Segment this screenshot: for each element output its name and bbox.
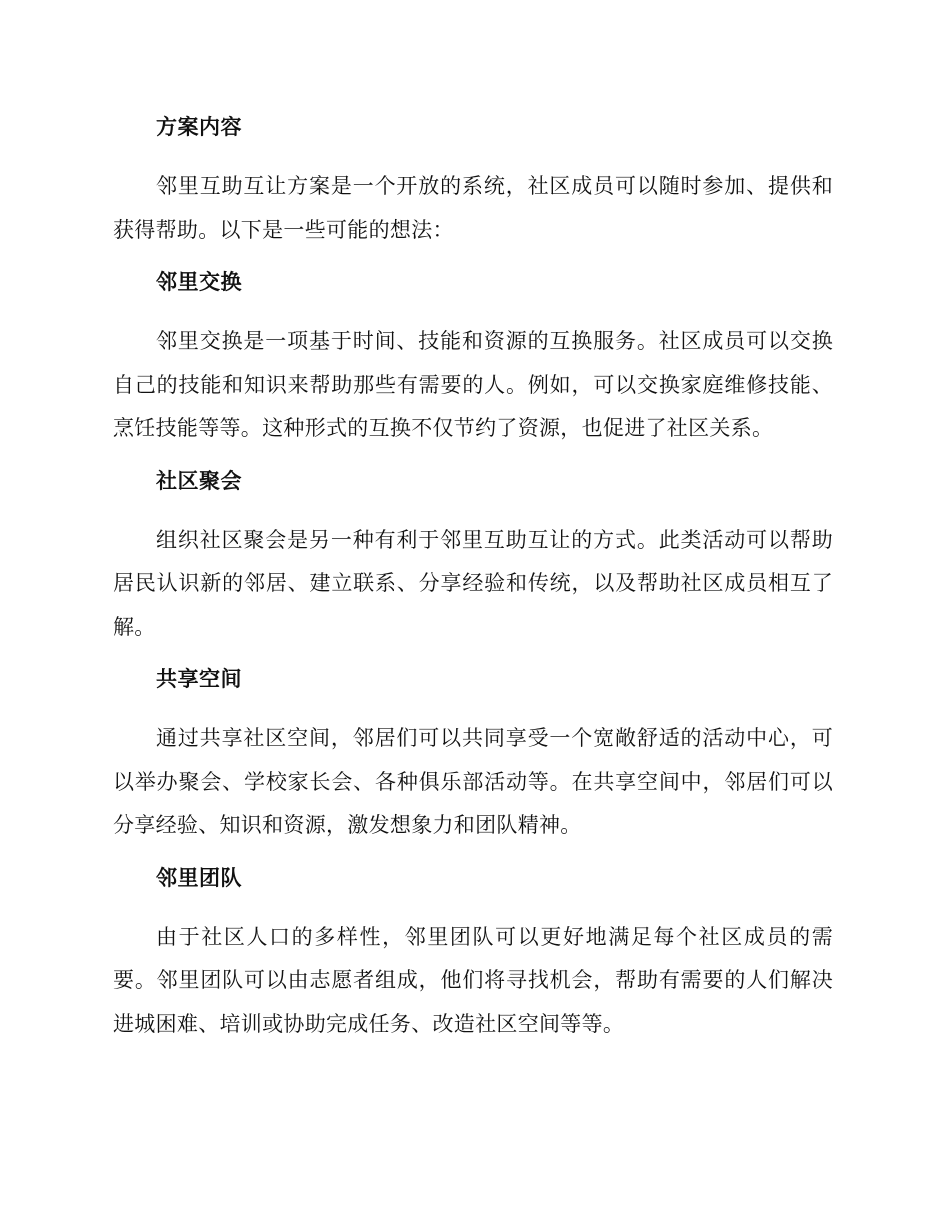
document-content bbox=[113, 111, 833, 1046]
section-shared-space bbox=[113, 663, 833, 862]
section-paragraph: 组织社区聚会是另一种有利于邻里互助互让的方式。此类活动可以帮助居民认识新的邻居、建立联系、分享经验和传统，以及帮助社区成员相互了解。 bbox=[113, 527, 833, 639]
section-heading: 方案内容 bbox=[156, 115, 242, 139]
section-paragraph: 邻里交换是一项基于时间、技能和资源的互换服务。社区成员可以交换自己的技能和知识来帮助那些有需要的人。例如，可以交换家庭维修技能、烹饪技能等等。这种形式的互换不仅节约了资源，也促进了社区关系。 bbox=[113, 329, 833, 440]
section-heading: 邻里团队 bbox=[156, 865, 242, 890]
section-paragraph: 由于社区人口的多样性，邻里团队可以更好地满足每个社区成员的需要。邻里团队可以由志愿者组成，他们将寻找机会，帮助有需要的人们解决进城困难、培训或协助完成任务、改造社区空间等等。 bbox=[113, 924, 833, 1036]
section-paragraph: 通过共享社区空间，邻居们可以共同享受一个宽敞舒适的活动中心，可以举办聚会、学校家长会、各种俱乐部活动等。在共享空间中，邻居们可以分享经验、知识和资源，激发想象力和团队精神。 bbox=[113, 726, 833, 837]
section-heading: 社区聚会 bbox=[156, 468, 242, 493]
section-community-gathering bbox=[113, 465, 833, 664]
section-plan-content bbox=[113, 111, 833, 266]
section-paragraph: 邻里互助互让方案是一个开放的系统，社区成员可以随时参加、提供和获得帮助。以下是一些可能的想法： bbox=[113, 174, 833, 242]
section-neighbor-team bbox=[113, 862, 833, 1047]
section-heading: 邻里交换 bbox=[156, 270, 242, 294]
section-neighbor-exchange bbox=[113, 266, 833, 465]
section-heading: 共享空间 bbox=[156, 667, 242, 691]
